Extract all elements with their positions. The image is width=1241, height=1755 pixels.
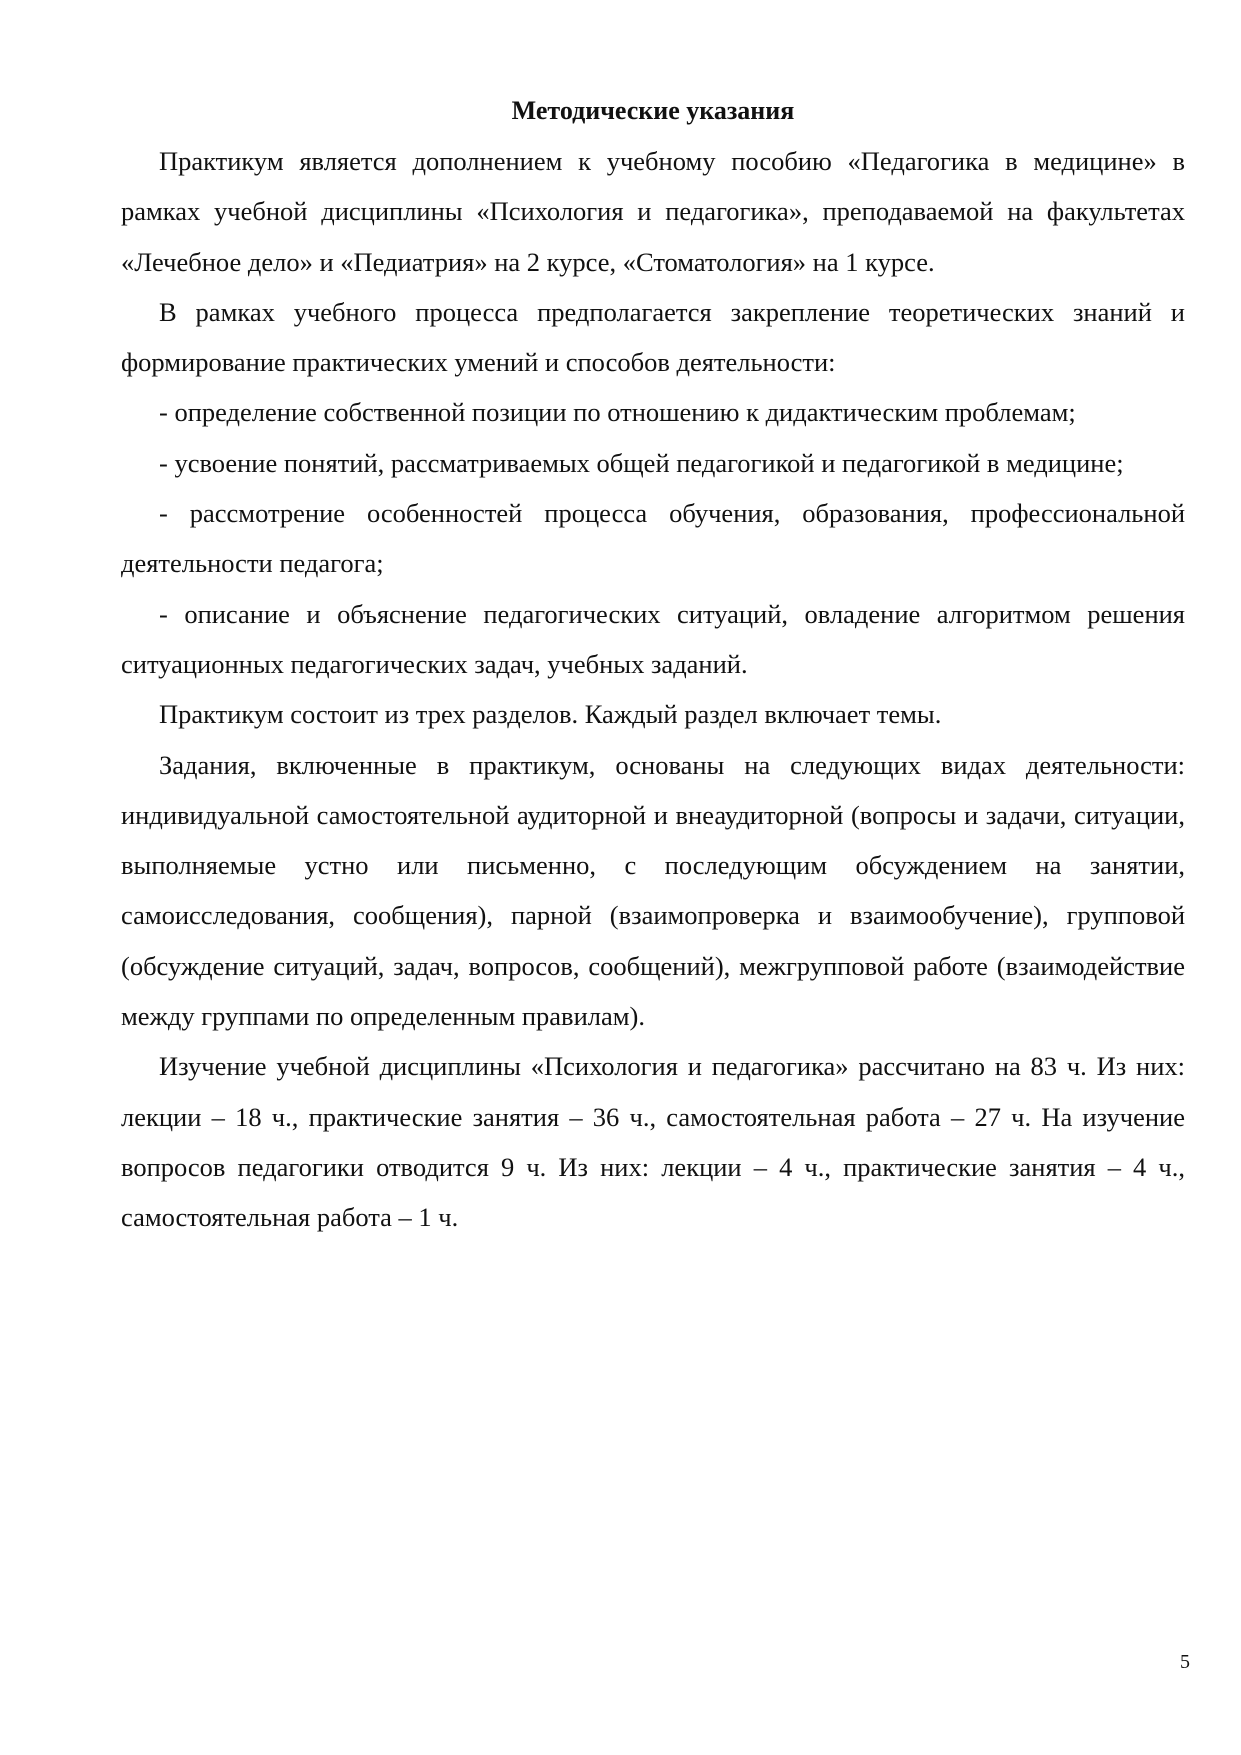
paragraph-structure: Практикум состоит из трех разделов. Каждый раздел включает темы. [159, 699, 942, 730]
document-page [121, 86, 1185, 1243]
list-item: - описание и объяснение педагогических ситуаций, овладение алгоритмом решения ситуационных педагогических задач, учебных заданий. [121, 598, 1185, 679]
document-title: Методические указания [511, 96, 795, 125]
list-item: - определение собственной позиции по отношению к дидактическим проблемам; [159, 397, 1076, 428]
page-number: 5 [1180, 1651, 1190, 1673]
paragraph-activities: Задания, включенные в практикум, основаны на следующих видах деятельности: индивидуальной самостоятельной аудиторной и внеаудиторной (вопросы и задачи, ситуации, выполняемые устно или письменно, с последующим обсуждением на занятии, самоисследования, сообщения), парной (взаимопроверка и взаимообучение), групповой (обсуждение ситуаций, задач, вопросов, сообщений), межгрупповой работе (взаимодействие между группами по определенным правилам). [121, 749, 1185, 1032]
list-item: - рассмотрение особенностей процесса обучения, образования, профессиональной деятельности педагога; [121, 498, 1185, 579]
paragraph-hours: Изучение учебной дисциплины «Психология и педагогика» рассчитано на 83 ч. Из них: лекции – 18 ч., практические занятия – 36 ч., самостоятельная работа – 27 ч. На изучение вопросов педагогики отводится 9 ч. Из них: лекции – 4 ч., практические занятия – 4 ч., самостоятельная работа – 1 ч. [121, 1051, 1185, 1233]
paragraph-intro: Практикум является дополнением к учебному пособию «Педагогика в медицине» в рамках учебной дисциплины «Психология и педагогика», преподаваемой на факультетах «Лечебное дело» и «Педиатрия» на 2 курсе, «Стоматология» на 1 курсе. [121, 146, 1185, 277]
paragraph-process: В рамках учебного процесса предполагается закрепление теоретических знаний и формирование практических умений и способов деятельности: [121, 296, 1185, 378]
list-item: - усвоение понятий, рассматриваемых общей педагогикой и педагогикой в медицине; [159, 447, 1124, 478]
